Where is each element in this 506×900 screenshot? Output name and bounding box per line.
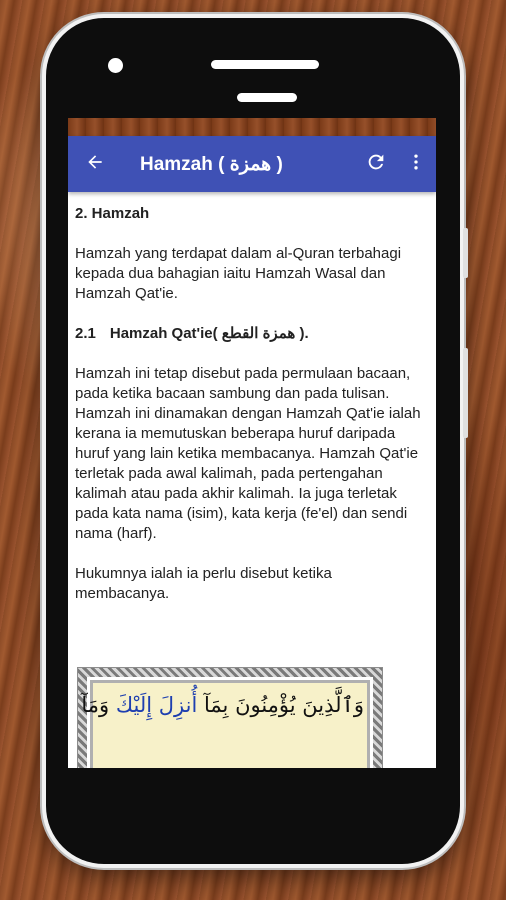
app-screen xyxy=(68,118,436,768)
subsection-heading xyxy=(75,324,430,344)
body-paragraph-1: Hamzah ini tetap disebut pada permulaan bacaan, pada ketika bacaan sambung dan pada tulisan. Hamzah ini dinamakan dengan Hamzah Qat'ie ialah kerana ia memutuskan beberapa huruf daripada huruf yang lain ketika membacanya. Hamzah Qat'ie terletak pada awal kalimah, pada pertengahan kalimah atau pada akhir kalimah. Ia juga terletak pada kata nama (isim), kata kerja (fe'el) dan sendi nama (harf). xyxy=(75,365,421,542)
section-heading: 2. Hamzah xyxy=(75,205,150,222)
app-bar xyxy=(68,136,436,192)
arrow-back-icon xyxy=(85,152,105,177)
quran-verse-image xyxy=(78,668,382,768)
quran-verse xyxy=(81,690,364,720)
volume-button xyxy=(463,228,468,278)
refresh-icon xyxy=(365,151,387,178)
body-paragraph-2: Hukumnya ialah ia perlu disebut ketika membacanya. xyxy=(75,565,332,602)
page-title: Hamzah ( همزة ) xyxy=(140,153,283,175)
phone-frame xyxy=(46,18,460,864)
more-vert-icon xyxy=(406,152,426,177)
power-button xyxy=(463,348,468,438)
subsection-number: 2.1 xyxy=(75,325,96,342)
quran-verse-part-c: وَمَآ xyxy=(81,693,116,717)
subsection-title: Hamzah Qat'ie( همزة القطع ). xyxy=(109,325,309,342)
quran-verse-part-a: وَٱلَّذِينَ يُؤْمِنُونَ بِمَآ xyxy=(197,693,364,717)
front-camera xyxy=(108,58,123,73)
more-options-button[interactable] xyxy=(396,136,436,192)
article-content xyxy=(68,192,436,604)
quran-verse-highlight: أُنزِلَ إِلَيْكَ xyxy=(115,693,198,717)
back-button[interactable] xyxy=(68,136,122,192)
proximity-sensor xyxy=(237,93,297,102)
intro-paragraph: Hamzah yang terdapat dalam al-Quran terbahagi kepada dua bahagian iaitu Hamzah Wasal dan Hamzah Qat'ie. xyxy=(75,245,402,302)
status-bar xyxy=(68,118,436,136)
earpiece-speaker xyxy=(211,60,319,69)
refresh-button[interactable] xyxy=(356,136,396,192)
